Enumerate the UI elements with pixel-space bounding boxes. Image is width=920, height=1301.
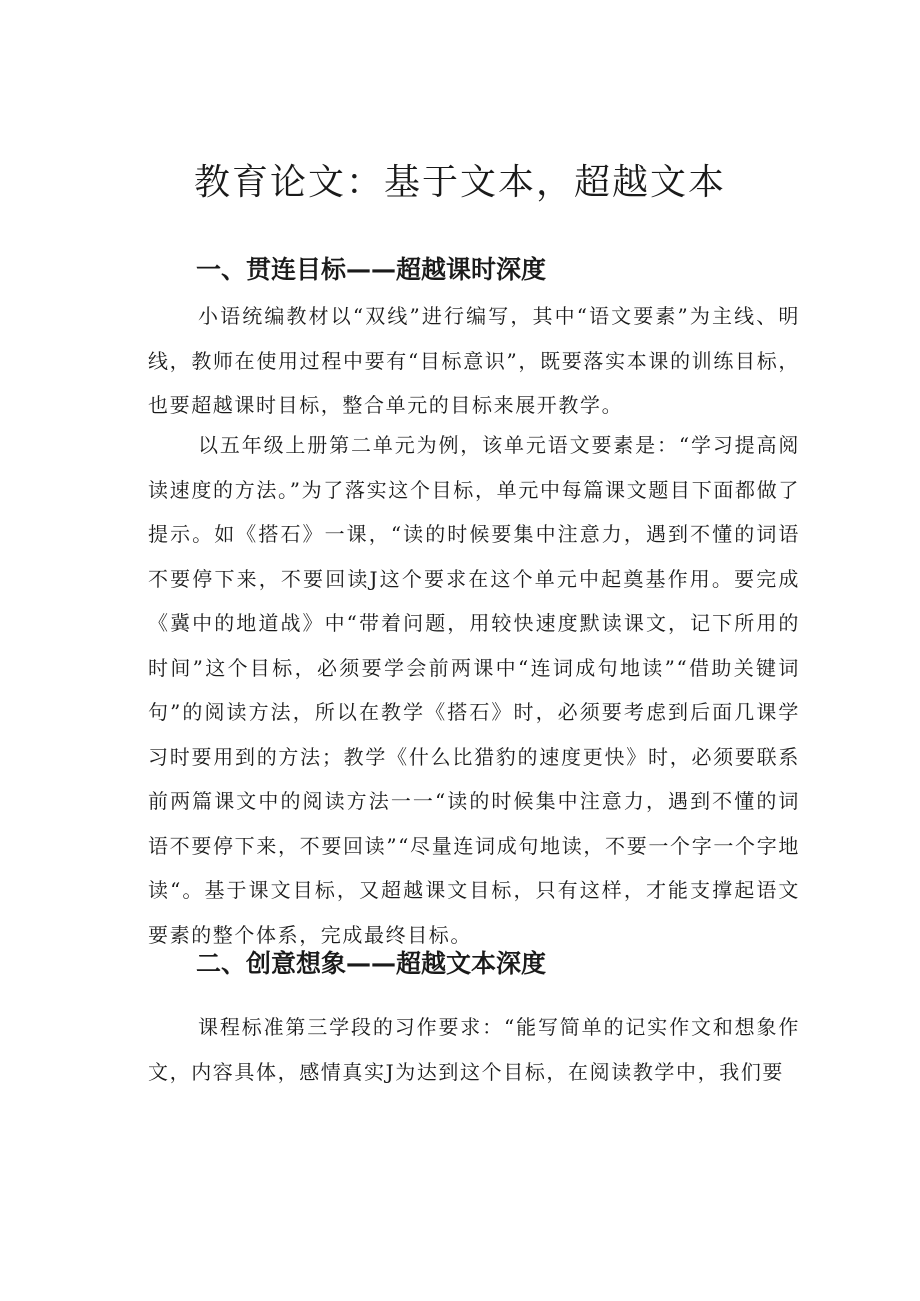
section-1-paragraph-2: 以五年级上册第二单元为例，该单元语文要素是：“学习提高阅读速度的方法。”为了落实这个目标，单元中每篇课文题目下面都做了提示。如《搭石》一课，“读的时候要集中注意力，遇到不懂的词语不要停下来，不要回读J这个要求在这个单元中起奠基作用。要完成《冀中的地道战》中“带着问题，用较快速度默读课文，记下所用的时间”这个目标，必须要学会前两课中“连词成句地读”“借助关键词句”的阅读方法，所以在教学《搭石》时，必须要考虑到后面几课学习时要用到的方法；教学《什么比猎豹的速度更快》时，必须要联系前两篇课文中的阅读方法一一“读的时候集中注意力，遇到不懂的词语不要停下来，不要回读”“尽量连词成句地读，不要一个字一个字地读“。基于课文目标，又超越课文目标，只有这样，才能支撑起语文要素的整个体系，完成最终目标。 xyxy=(148,433,800,947)
section-1-paragraph-1: 小语统编教材以“双线”进行编写，其中“语文要素”为主线、明线，教师在使用过程中要有“目标意识”，既要落实本课的训练目标，也要超越课时目标，整合单元的目标来展开教学。 xyxy=(148,304,800,417)
document-title: 教育论文：基于文本，超越文本 xyxy=(193,162,726,203)
section-heading-2: 二、创意想象——超越文本深度 xyxy=(196,949,547,978)
section-2-paragraph-1: 课程标准第三学段的习作要求：“能写简单的记实作文和想象作文，内容具体，感情真实J为达到这个目标，在阅读教学中，我们要 xyxy=(148,1015,800,1084)
section-heading-1: 一、贯连目标——超越课时深度 xyxy=(196,255,547,284)
